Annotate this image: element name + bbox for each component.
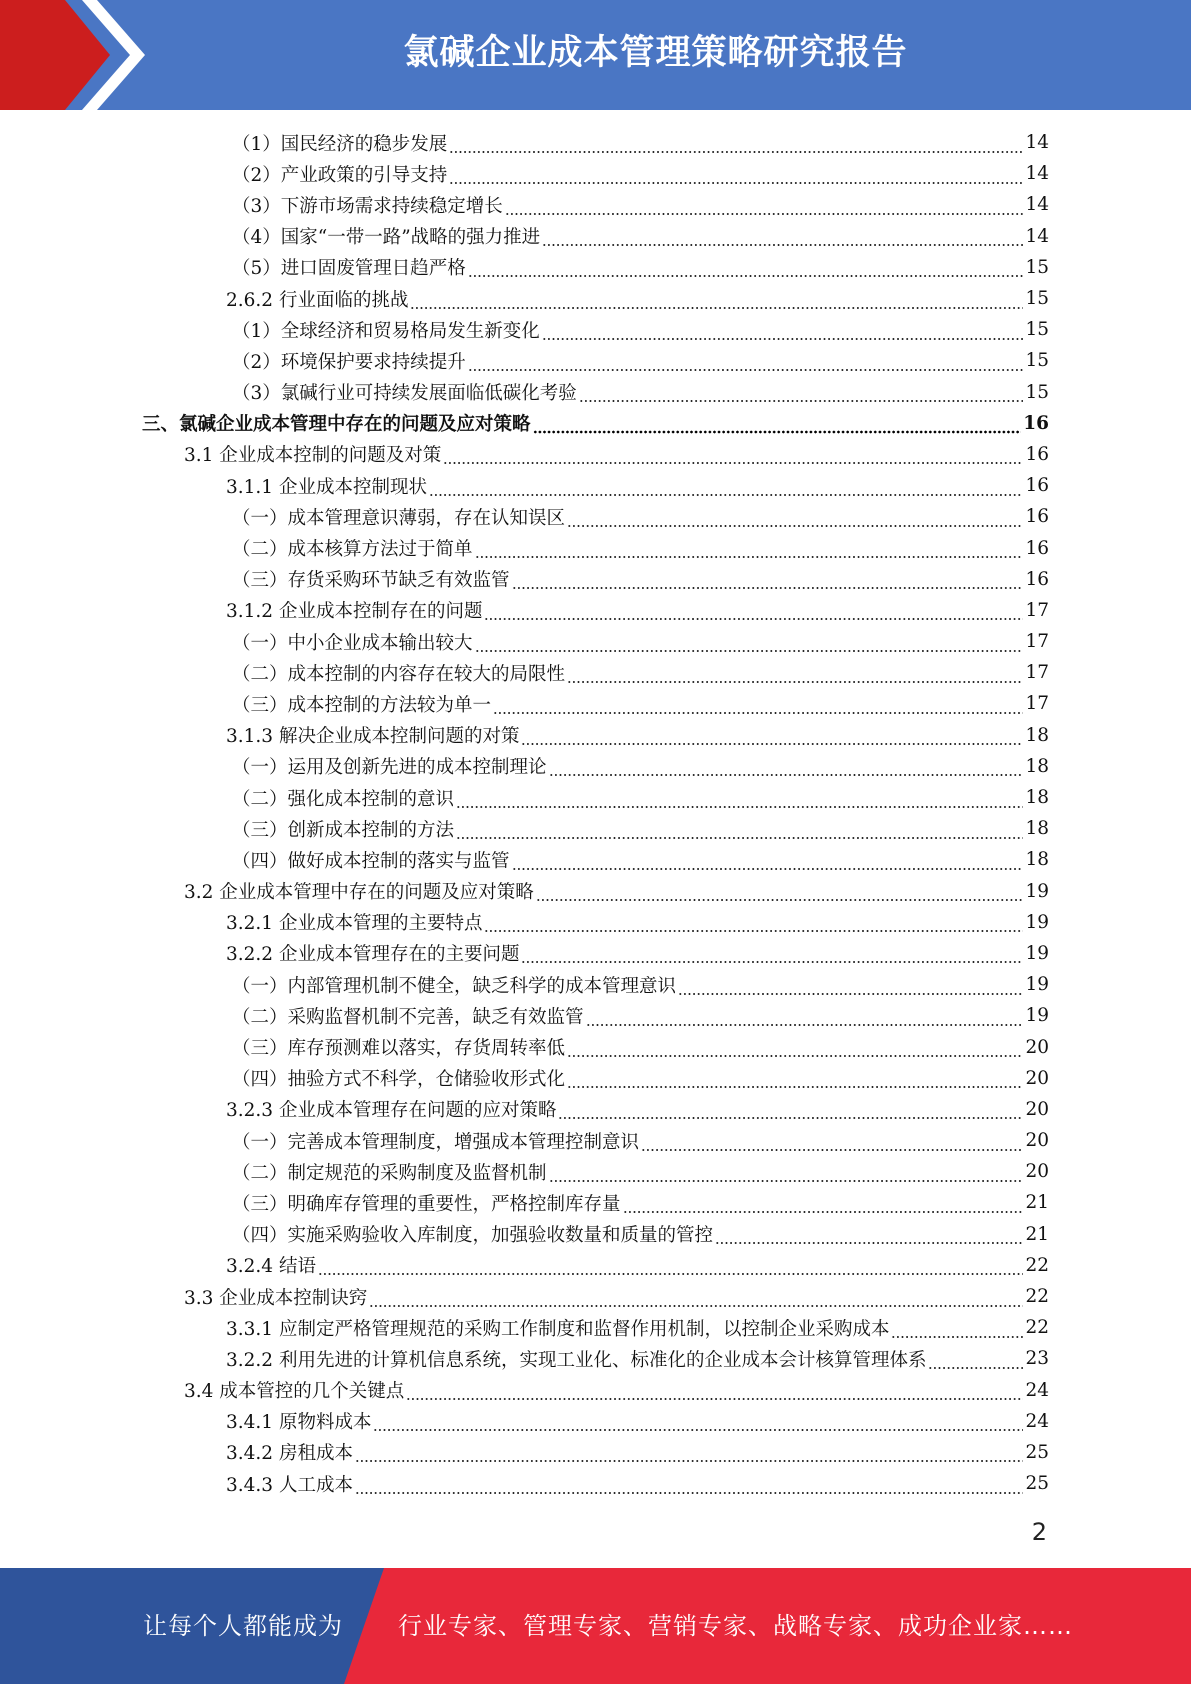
- toc-dot-leader: [521, 946, 1023, 964]
- toc-dot-leader: [429, 479, 1023, 497]
- toc-entry-title: （3）下游市场需求持续稳定增长: [232, 195, 503, 217]
- toc-dot-leader: [678, 978, 1023, 996]
- toc-entry-page: 14: [1025, 132, 1049, 154]
- toc-dot-leader: [542, 323, 1024, 341]
- toc-entry-title: （三）库存预测难以落实，存货周转率低: [232, 1038, 566, 1060]
- toc-dot-leader: [579, 385, 1024, 403]
- toc-entry[interactable]: [0, 1031, 1191, 1062]
- toc-dot-leader: [567, 1071, 1023, 1089]
- toc-entry-page: 18: [1025, 787, 1049, 809]
- toc-entry[interactable]: [0, 1375, 1191, 1406]
- toc-dot-leader: [891, 1321, 1023, 1339]
- toc-entry-page: 14: [1025, 163, 1049, 185]
- toc-entry[interactable]: [0, 252, 1191, 283]
- toc-entry-page: 16: [1025, 443, 1049, 465]
- toc-entry-title: （2）环境保护要求持续提升: [232, 351, 466, 373]
- toc-entry-page: 17: [1025, 662, 1049, 684]
- toc-dot-leader: [586, 1009, 1024, 1027]
- toc-entry-page: 15: [1025, 288, 1049, 310]
- toc-entry[interactable]: [0, 969, 1191, 1000]
- toc-entry-page: 19: [1025, 911, 1049, 933]
- toc-dot-leader: [484, 915, 1023, 933]
- toc-entry-page: 20: [1025, 1036, 1049, 1058]
- toc-entry-title: （四）做好成本控制的落实与监管: [232, 850, 510, 872]
- toc-entry-title: （1）国民经济的稳步发展: [232, 133, 448, 155]
- toc-entry[interactable]: [0, 595, 1191, 626]
- footer-banner: [0, 1568, 1191, 1684]
- toc-entry-title: （四）抽验方式不科学，仓储验收形式化: [232, 1069, 566, 1091]
- toc-entry-title: 3.2.1 企业成本管理的主要特点: [226, 913, 483, 935]
- toc-entry[interactable]: [0, 1156, 1191, 1187]
- toc-entry-title: 3.3 企业成本控制诀窍: [184, 1287, 368, 1309]
- toc-entry-title: （1）全球经济和贸易格局发生新变化: [232, 320, 540, 342]
- toc-entry[interactable]: [0, 1187, 1191, 1218]
- toc-entry-page: 22: [1025, 1317, 1049, 1339]
- toc-entry[interactable]: [0, 158, 1191, 189]
- toc-entry-title: 3.2.3 企业成本管理存在问题的应对策略: [226, 1100, 557, 1122]
- toc-dot-leader: [549, 759, 1024, 777]
- toc-entry-page: 20: [1025, 1130, 1049, 1152]
- toc-dot-leader: [355, 1445, 1024, 1463]
- toc-entry-title: （一）完善成本管理制度，增强成本管理控制意识: [232, 1131, 640, 1153]
- toc-entry-page: 16: [1025, 537, 1049, 559]
- toc-dot-leader: [484, 603, 1023, 621]
- toc-entry[interactable]: [0, 782, 1191, 813]
- toc-dot-leader: [505, 198, 1024, 216]
- toc-entry-page: 19: [1025, 880, 1049, 902]
- toc-entry-title: （2）产业政策的引导支持: [232, 164, 448, 186]
- toc-entry-title: （三）创新成本控制的方法: [232, 819, 455, 841]
- toc-entry-title: （4）国家“一带一路”战略的强力推进: [232, 227, 541, 249]
- toc-dot-leader: [623, 1196, 1024, 1214]
- toc-entry[interactable]: [0, 1437, 1191, 1468]
- toc-dot-leader: [468, 354, 1024, 372]
- toc-entry[interactable]: [0, 1468, 1191, 1499]
- toc-entry[interactable]: [0, 1094, 1191, 1125]
- toc-entry-page: 16: [1025, 506, 1049, 528]
- toc-entry[interactable]: [0, 938, 1191, 969]
- toc-entry-title: （三）成本控制的方法较为单一: [232, 694, 492, 716]
- toc-entry-page: 21: [1025, 1192, 1049, 1214]
- toc-entry-page: 24: [1025, 1379, 1049, 1401]
- toc-entry[interactable]: [0, 1000, 1191, 1031]
- toc-entry-title: （一）成本管理意识薄弱，存在认知误区: [232, 507, 566, 529]
- toc-entry[interactable]: [0, 626, 1191, 657]
- toc-dot-leader: [512, 572, 1024, 590]
- toc-dot-leader: [549, 1165, 1024, 1183]
- page-number: 2: [1031, 1518, 1047, 1546]
- toc-entry-title: 3.3.1 应制定严格管理规范的采购工作制度和监督作用机制，以控制企业采购成本: [226, 1318, 890, 1340]
- toc-entry-page: 22: [1025, 1254, 1049, 1276]
- toc-entry[interactable]: [0, 657, 1191, 688]
- toc-dot-leader: [542, 229, 1023, 247]
- toc-entry-page: 25: [1025, 1473, 1049, 1495]
- toc-entry-title: 3.4.1 原物料成本: [226, 1412, 372, 1434]
- toc-dot-leader: [715, 1227, 1023, 1245]
- toc-entry-page: 14: [1025, 225, 1049, 247]
- toc-dot-leader: [567, 1040, 1023, 1058]
- toc-dot-leader: [641, 1134, 1023, 1152]
- toc-entry[interactable]: [0, 1219, 1191, 1250]
- toc-entry-title: 3.2.2 企业成本管理存在的主要问题: [226, 944, 520, 966]
- toc-entry-title: 三、氯碱企业成本管理中存在的问题及应对策略: [142, 414, 531, 436]
- toc-entry[interactable]: [0, 189, 1191, 220]
- toc-entry-title: （二）成本控制的内容存在较大的局限性: [232, 663, 566, 685]
- toc-dot-leader: [468, 260, 1024, 278]
- toc-entry-title: （三）存货采购环节缺乏有效监管: [232, 570, 510, 592]
- toc-entry[interactable]: [0, 1250, 1191, 1281]
- toc-entry-title: 3.2.4 结语: [226, 1256, 316, 1278]
- toc-entry-page: 15: [1025, 381, 1049, 403]
- toc-entry-page: 18: [1025, 724, 1049, 746]
- toc-entry[interactable]: [0, 720, 1191, 751]
- toc-dot-leader: [558, 1102, 1023, 1120]
- toc-dot-leader: [406, 1383, 1023, 1401]
- header-arrow-decoration: [0, 0, 160, 110]
- toc-entry-page: 20: [1025, 1067, 1049, 1089]
- toc-entry-title: 3.2 企业成本管理中存在的问题及应对策略: [184, 882, 534, 904]
- toc-dot-leader: [475, 541, 1024, 559]
- toc-entry-page: 17: [1025, 631, 1049, 653]
- toc-entry[interactable]: [0, 1343, 1191, 1374]
- toc-entry-title: （5）进口固废管理日趋严格: [232, 258, 466, 280]
- toc-entry-title: 3.1.1 企业成本控制现状: [226, 476, 427, 498]
- toc-entry-page: 22: [1025, 1286, 1049, 1308]
- toc-entry[interactable]: [0, 439, 1191, 470]
- toc-dot-leader: [443, 447, 1023, 465]
- toc-entry-page: 18: [1025, 755, 1049, 777]
- toc-entry-title: 3.1.3 解决企业成本控制问题的对策: [226, 726, 520, 748]
- toc-dot-leader: [369, 1290, 1023, 1308]
- toc-entry-page: 19: [1025, 974, 1049, 996]
- toc-entry-page: 16: [1023, 412, 1049, 434]
- toc-dot-leader: [456, 822, 1023, 840]
- toc-entry-page: 15: [1025, 256, 1049, 278]
- toc-entry-page: 25: [1025, 1441, 1049, 1463]
- toc-entry-page: 20: [1025, 1098, 1049, 1120]
- footer-slogan-right: 行业专家、管理专家、营销专家、战略专家、成功企业家……: [398, 1612, 1073, 1640]
- toc-entry[interactable]: [0, 1281, 1191, 1312]
- toc-entry-page: 23: [1025, 1348, 1049, 1370]
- toc-dot-leader: [373, 1414, 1023, 1432]
- toc-dot-leader: [512, 853, 1024, 871]
- toc-entry-title: （二）强化成本控制的意识: [232, 788, 455, 810]
- toc-entry-page: 16: [1025, 475, 1049, 497]
- toc-entry-title: （四）实施采购验收入库制度，加强验收数量和质量的管控: [232, 1225, 714, 1247]
- toc-entry[interactable]: [0, 532, 1191, 563]
- toc-entry-title: 3.4 成本管控的几个关键点: [184, 1381, 405, 1403]
- toc-entry-title: （3）氯碱行业可持续发展面临低碳化考验: [232, 383, 577, 405]
- toc-entry-page: 19: [1025, 942, 1049, 964]
- toc-entry[interactable]: [0, 751, 1191, 782]
- toc-dot-leader: [449, 167, 1023, 185]
- toc-entry-title: （一）内部管理机制不健全，缺乏科学的成本管理意识: [232, 975, 677, 997]
- toc-entry-title: 2.6.2 行业面临的挑战: [226, 289, 409, 311]
- toc-entry-page: 18: [1025, 849, 1049, 871]
- toc-dot-leader: [567, 666, 1023, 684]
- footer-slogan-left: 让每个人都能成为: [143, 1612, 343, 1640]
- toc-dot-leader: [928, 1352, 1023, 1370]
- toc-entry-page: 19: [1025, 1005, 1049, 1027]
- toc-entry-page: 14: [1025, 194, 1049, 216]
- toc-entry-title: （一）中小企业成本输出较大: [232, 632, 473, 654]
- report-title: 氯碱企业成本管理策略研究报告: [403, 33, 908, 73]
- toc-entry-page: 15: [1025, 319, 1049, 341]
- toc-entry[interactable]: [0, 314, 1191, 345]
- toc-entry[interactable]: [0, 844, 1191, 875]
- toc-dot-leader: [536, 884, 1024, 902]
- toc-entry[interactable]: [0, 688, 1191, 719]
- toc-dot-leader: [533, 416, 1022, 434]
- toc-entry-title: （二）制定规范的采购制度及监督机制: [232, 1162, 547, 1184]
- header-banner: [0, 0, 1191, 110]
- toc-dot-leader: [456, 791, 1023, 809]
- toc-entry[interactable]: [0, 1312, 1191, 1343]
- toc-entry-title: （二）成本核算方法过于简单: [232, 539, 473, 561]
- toc-dot-leader: [567, 510, 1023, 528]
- toc-entry-page: 21: [1025, 1223, 1049, 1245]
- toc-dot-leader: [521, 728, 1023, 746]
- toc-dot-leader: [318, 1258, 1024, 1276]
- toc-entry[interactable]: [0, 377, 1191, 408]
- toc-entry[interactable]: [0, 221, 1191, 252]
- toc-dot-leader: [475, 635, 1024, 653]
- toc-entry[interactable]: [0, 564, 1191, 595]
- toc-entry[interactable]: [0, 813, 1191, 844]
- toc-entry[interactable]: [0, 1125, 1191, 1156]
- toc-entry-page: 17: [1025, 599, 1049, 621]
- toc-entry-title: 3.1.2 企业成本控制存在的问题: [226, 601, 483, 623]
- toc-entry-page: 24: [1025, 1410, 1049, 1432]
- toc-entry[interactable]: [0, 876, 1191, 907]
- toc-entry[interactable]: [0, 1406, 1191, 1437]
- toc-entry-title: 3.4.3 人工成本: [226, 1474, 353, 1496]
- toc-entry[interactable]: [0, 345, 1191, 376]
- table-of-contents: [0, 127, 1191, 1499]
- toc-dot-leader: [355, 1477, 1024, 1495]
- toc-dot-leader: [449, 136, 1023, 154]
- toc-entry-title: （二）采购监督机制不完善，缺乏有效监管: [232, 1006, 584, 1028]
- toc-entry[interactable]: [0, 501, 1191, 532]
- toc-entry-title: 3.2.2 利用先进的计算机信息系统，实现工业化、标准化的企业成本会计核算管理体系: [226, 1349, 927, 1371]
- toc-entry[interactable]: [0, 1063, 1191, 1094]
- toc-entry-page: 18: [1025, 818, 1049, 840]
- toc-dot-leader: [493, 697, 1023, 715]
- toc-entry-page: 20: [1025, 1161, 1049, 1183]
- toc-dot-leader: [410, 292, 1023, 310]
- toc-entry[interactable]: [0, 283, 1191, 314]
- toc-entry[interactable]: [0, 408, 1191, 439]
- toc-entry-title: 3.4.2 房租成本: [226, 1443, 353, 1465]
- toc-entry-page: 16: [1025, 568, 1049, 590]
- toc-entry[interactable]: [0, 127, 1191, 158]
- toc-entry-page: 17: [1025, 693, 1049, 715]
- toc-entry[interactable]: [0, 470, 1191, 501]
- toc-entry-title: 3.1 企业成本控制的问题及对策: [184, 445, 442, 467]
- toc-entry-page: 15: [1025, 350, 1049, 372]
- toc-entry-title: （一）运用及创新先进的成本控制理论: [232, 757, 547, 779]
- toc-entry[interactable]: [0, 907, 1191, 938]
- toc-entry-title: （三）明确库存管理的重要性，严格控制库存量: [232, 1193, 621, 1215]
